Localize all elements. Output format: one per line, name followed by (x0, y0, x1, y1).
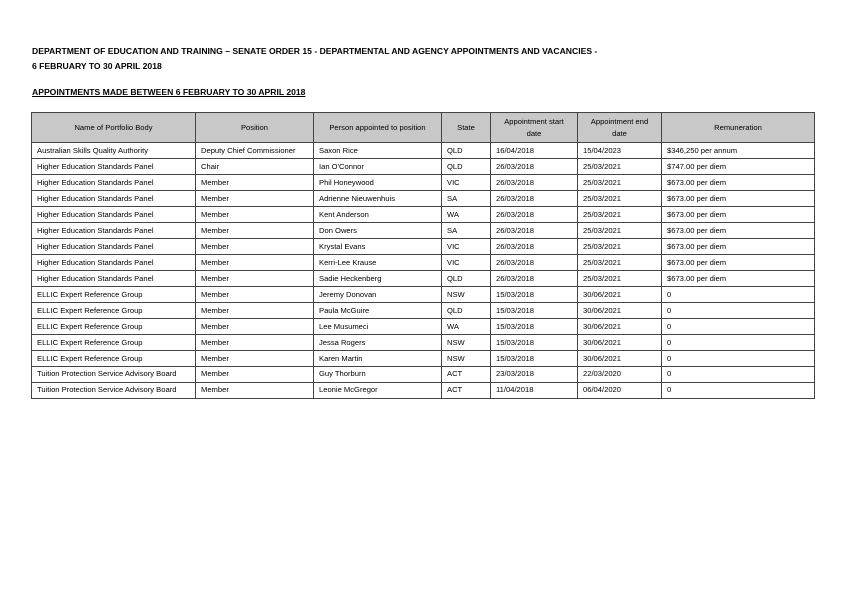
cell-start-date: 15/03/2018 (491, 303, 578, 319)
table-row (32, 239, 815, 255)
cell-person: Phil Honeywood (314, 175, 442, 191)
cell-end-date: 15/04/2023 (578, 143, 662, 159)
table-row (32, 303, 815, 319)
cell-start-date: 26/03/2018 (491, 239, 578, 255)
cell-start-date: 15/03/2018 (491, 287, 578, 303)
cell-portfolio-body: Higher Education Standards Panel (32, 223, 196, 239)
column-header-position: Position (196, 113, 314, 143)
cell-end-date: 25/03/2021 (578, 239, 662, 255)
cell-portfolio-body: Australian Skills Quality Authority (32, 143, 196, 159)
cell-remuneration: 0 (662, 367, 815, 383)
cell-remuneration: 0 (662, 335, 815, 351)
cell-position: Member (196, 383, 314, 399)
cell-end-date: 25/03/2021 (578, 159, 662, 175)
cell-end-date: 30/06/2021 (578, 287, 662, 303)
cell-state: ACT (442, 367, 491, 383)
cell-start-date: 26/03/2018 (491, 175, 578, 191)
cell-state: QLD (442, 303, 491, 319)
cell-position: Member (196, 239, 314, 255)
cell-end-date: 30/06/2021 (578, 351, 662, 367)
cell-remuneration: $673.00 per diem (662, 207, 815, 223)
table-row (32, 255, 815, 271)
cell-position: Member (196, 175, 314, 191)
cell-start-date: 15/03/2018 (491, 319, 578, 335)
cell-person: Adrienne Nieuwenhuis (314, 191, 442, 207)
cell-portfolio-body: ELLIC Expert Reference Group (32, 303, 196, 319)
cell-remuneration: $673.00 per diem (662, 175, 815, 191)
cell-start-date: 16/04/2018 (491, 143, 578, 159)
cell-state: NSW (442, 351, 491, 367)
cell-position: Member (196, 191, 314, 207)
cell-state: VIC (442, 239, 491, 255)
column-header-start-date: Appointment start date (491, 113, 578, 143)
cell-state: SA (442, 223, 491, 239)
cell-person: Krystal Evans (314, 239, 442, 255)
cell-position: Member (196, 367, 314, 383)
cell-start-date: 26/03/2018 (491, 255, 578, 271)
cell-end-date: 30/06/2021 (578, 319, 662, 335)
cell-position: Member (196, 335, 314, 351)
cell-state: WA (442, 207, 491, 223)
cell-position: Member (196, 303, 314, 319)
cell-start-date: 23/03/2018 (491, 367, 578, 383)
table-row (32, 159, 815, 175)
cell-position: Member (196, 207, 314, 223)
cell-portfolio-body: Tuition Protection Service Advisory Board (32, 367, 196, 383)
table-row (32, 191, 815, 207)
cell-remuneration: $673.00 per diem (662, 239, 815, 255)
cell-end-date: 06/04/2020 (578, 383, 662, 399)
cell-remuneration: $346,250 per annum (662, 143, 815, 159)
table-header-row (32, 113, 815, 143)
table-row (32, 175, 815, 191)
cell-remuneration: 0 (662, 303, 815, 319)
cell-remuneration: 0 (662, 383, 815, 399)
cell-portfolio-body: Higher Education Standards Panel (32, 191, 196, 207)
cell-state: QLD (442, 143, 491, 159)
cell-portfolio-body: Higher Education Standards Panel (32, 159, 196, 175)
table-row (32, 143, 815, 159)
cell-end-date: 25/03/2021 (578, 207, 662, 223)
cell-person: Guy Thorburn (314, 367, 442, 383)
cell-position: Member (196, 255, 314, 271)
cell-end-date: 25/03/2021 (578, 255, 662, 271)
cell-person: Jeremy Donovan (314, 287, 442, 303)
cell-position: Member (196, 223, 314, 239)
cell-remuneration: $673.00 per diem (662, 191, 815, 207)
cell-end-date: 25/03/2021 (578, 271, 662, 287)
cell-end-date: 25/03/2021 (578, 191, 662, 207)
cell-start-date: 15/03/2018 (491, 351, 578, 367)
cell-person: Karen Martin (314, 351, 442, 367)
cell-state: VIC (442, 175, 491, 191)
cell-person: Sadie Heckenberg (314, 271, 442, 287)
cell-state: NSW (442, 287, 491, 303)
cell-person: Kent Anderson (314, 207, 442, 223)
cell-remuneration: 0 (662, 287, 815, 303)
table-row (32, 271, 815, 287)
cell-remuneration: $673.00 per diem (662, 223, 815, 239)
column-header-remuneration: Remuneration (662, 113, 815, 143)
cell-person: Saxon Rice (314, 143, 442, 159)
table-row (32, 383, 815, 399)
cell-state: WA (442, 319, 491, 335)
cell-state: VIC (442, 255, 491, 271)
cell-person: Jessa Rogers (314, 335, 442, 351)
cell-portfolio-body: ELLIC Expert Reference Group (32, 335, 196, 351)
section-title: APPOINTMENTS MADE BETWEEN 6 FEBRUARY TO 30 APRIL 2018 (32, 87, 306, 97)
table-row (32, 207, 815, 223)
cell-end-date: 22/03/2020 (578, 367, 662, 383)
cell-portfolio-body: ELLIC Expert Reference Group (32, 351, 196, 367)
table-row (32, 367, 815, 383)
cell-start-date: 11/04/2018 (491, 383, 578, 399)
cell-position: Member (196, 351, 314, 367)
cell-portfolio-body: Higher Education Standards Panel (32, 207, 196, 223)
table-row (32, 223, 815, 239)
cell-state: NSW (442, 335, 491, 351)
cell-portfolio-body: Higher Education Standards Panel (32, 239, 196, 255)
column-header-person: Person appointed to position (314, 113, 442, 143)
document-title (32, 44, 792, 74)
cell-person: Don Owers (314, 223, 442, 239)
cell-remuneration: $673.00 per diem (662, 271, 815, 287)
cell-position: Chair (196, 159, 314, 175)
cell-portfolio-body: Higher Education Standards Panel (32, 255, 196, 271)
column-header-portfolio-body: Name of Portfolio Body (32, 113, 196, 143)
cell-portfolio-body: Higher Education Standards Panel (32, 175, 196, 191)
cell-state: ACT (442, 383, 491, 399)
cell-end-date: 30/06/2021 (578, 303, 662, 319)
cell-start-date: 26/03/2018 (491, 223, 578, 239)
cell-person: Leonie McGregor (314, 383, 442, 399)
column-header-state: State (442, 113, 491, 143)
cell-start-date: 26/03/2018 (491, 207, 578, 223)
document-title-line-1: DEPARTMENT OF EDUCATION AND TRAINING – SENATE ORDER 15 - DEPARTMENTAL AND AGENCY APPOINTMENTS AND VACANCIES - (32, 46, 598, 56)
column-header-end-date: Appointment end date (578, 113, 662, 143)
cell-position: Deputy Chief Commissioner (196, 143, 314, 159)
cell-state: QLD (442, 159, 491, 175)
cell-remuneration: 0 (662, 319, 815, 335)
table-row (32, 351, 815, 367)
table-row (32, 287, 815, 303)
cell-end-date: 25/03/2021 (578, 175, 662, 191)
cell-remuneration: 0 (662, 351, 815, 367)
cell-person: Ian O'Connor (314, 159, 442, 175)
cell-start-date: 26/03/2018 (491, 271, 578, 287)
cell-end-date: 25/03/2021 (578, 223, 662, 239)
cell-remuneration: $747.00 per diem (662, 159, 815, 175)
cell-position: Member (196, 271, 314, 287)
cell-portfolio-body: ELLIC Expert Reference Group (32, 319, 196, 335)
cell-person: Kerri-Lee Krause (314, 255, 442, 271)
cell-end-date: 30/06/2021 (578, 335, 662, 351)
appointments-table (31, 112, 815, 399)
cell-portfolio-body: ELLIC Expert Reference Group (32, 287, 196, 303)
cell-state: QLD (442, 271, 491, 287)
cell-state: SA (442, 191, 491, 207)
cell-position: Member (196, 319, 314, 335)
cell-portfolio-body: Higher Education Standards Panel (32, 271, 196, 287)
cell-remuneration: $673.00 per diem (662, 255, 815, 271)
cell-portfolio-body: Tuition Protection Service Advisory Board (32, 383, 196, 399)
cell-person: Lee Musumeci (314, 319, 442, 335)
cell-start-date: 15/03/2018 (491, 335, 578, 351)
table-row (32, 335, 815, 351)
document-title-line-2: 6 FEBRUARY TO 30 APRIL 2018 (32, 61, 162, 71)
table-row (32, 319, 815, 335)
cell-person: Paula McGuire (314, 303, 442, 319)
cell-position: Member (196, 287, 314, 303)
cell-start-date: 26/03/2018 (491, 159, 578, 175)
cell-start-date: 26/03/2018 (491, 191, 578, 207)
